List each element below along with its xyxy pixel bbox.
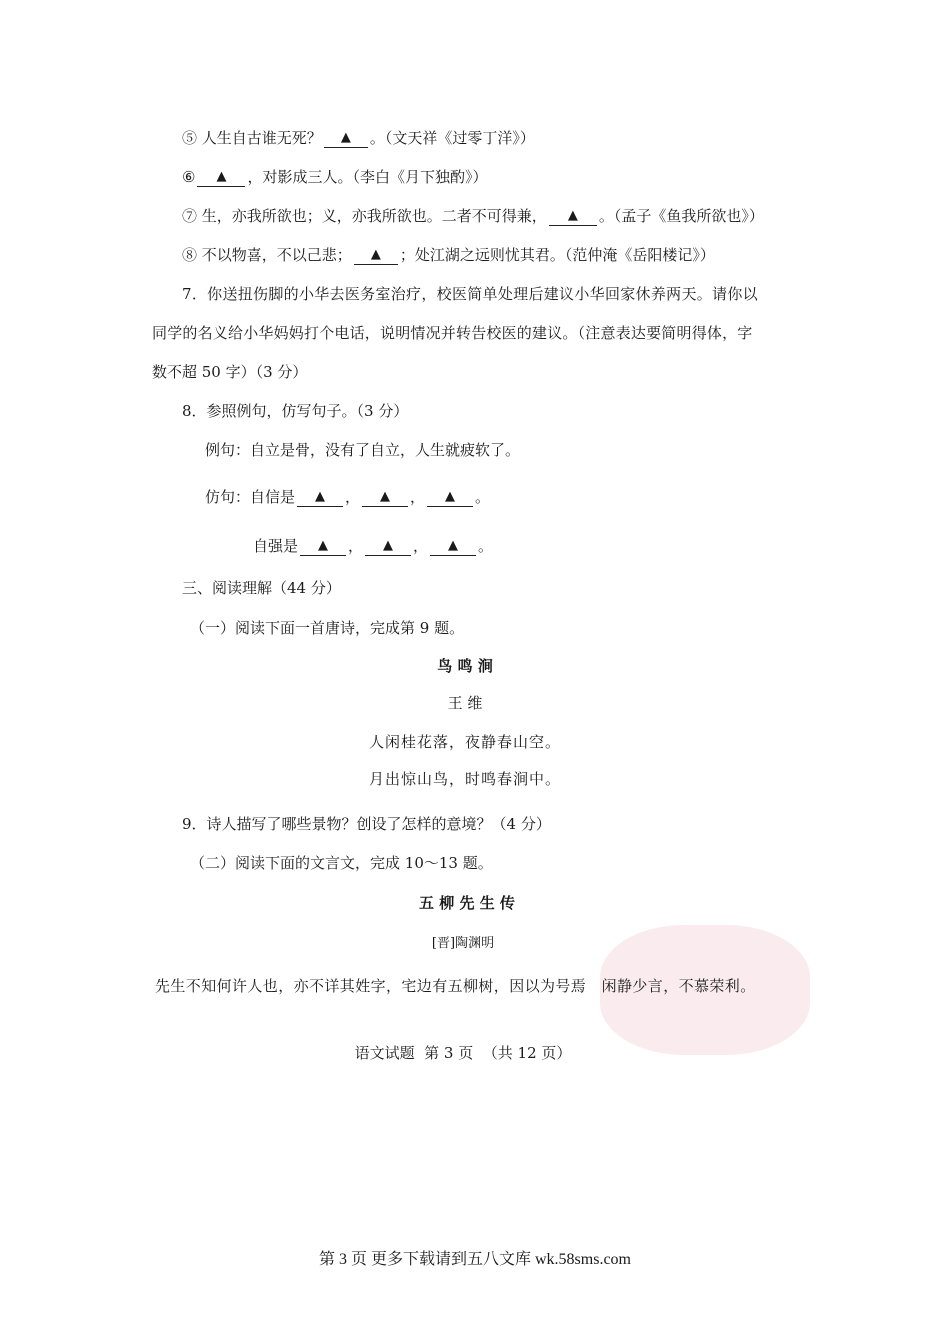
q6-item-8: ⑧ 不以物喜，不以己悲； ▲ ；处江湖之远则忧其君。（范仲淹《岳阳楼记》） — [182, 246, 715, 264]
prose-title: 五 柳 先 生 传 — [419, 894, 515, 912]
q7-line-2: 同学的名义给小华妈妈打个电话，说明情况并转告校医的建议。（注意表达要简明得体，字 — [152, 324, 753, 342]
answer-blank[interactable]: ▲ — [197, 168, 245, 187]
answer-blank[interactable]: ▲ — [430, 537, 476, 556]
part-1-instruction: （一）阅读下面一首唐诗，完成第 9 题。 — [190, 619, 465, 637]
q7-line-3: 数不超 50 字）（3 分） — [152, 363, 308, 381]
answer-blank[interactable]: ▲ — [365, 537, 411, 556]
q6-item-5: ⑤ 人生自古谁无死？ ▲ 。（文天祥《过零丁洋》） — [182, 129, 535, 147]
q6-item-6: ⑥ ▲ ，对影成三人。（李白《月下独酌》） — [182, 168, 488, 186]
answer-blank[interactable]: ▲ — [300, 537, 346, 556]
poem-line-2: 月出惊山鸟，时鸣春涧中。 — [368, 770, 561, 788]
q8-imitate-line-2: 自强是 ▲ ， ▲ ， ▲ 。 — [253, 537, 494, 555]
q7-line-1: 7．你送扭伤脚的小华去医务室治疗，校医简单处理后建议小华回家休养两天。请你以 — [182, 285, 758, 303]
answer-blank[interactable]: ▲ — [427, 488, 473, 507]
answer-blank[interactable]: ▲ — [324, 129, 368, 148]
answer-blank[interactable]: ▲ — [362, 488, 408, 507]
prose-author: [晋]陶渊明 — [431, 936, 495, 951]
q8-title: 8．参照例句，仿写句子。（3 分） — [182, 402, 409, 420]
page-footer: 语文试题 第 3 页 （共 12 页） — [354, 1044, 572, 1062]
q8-imitate-line-1: 仿句：自信是 ▲ ， ▲ ， ▲ 。 — [205, 488, 491, 506]
part-2-instruction: （二）阅读下面的文言文，完成 10～13 题。 — [190, 854, 493, 872]
answer-blank[interactable]: ▲ — [297, 488, 343, 507]
answer-blank[interactable]: ▲ — [354, 246, 398, 265]
prose-line-1: 先生不知何许人也，亦不详其姓字，宅边有五柳树，因以为号焉 闲静少言，不慕荣利。 — [155, 977, 756, 995]
answer-blank[interactable]: ▲ — [549, 207, 597, 226]
q8-example: 例句：自立是骨，没有了自立，人生就疲软了。 — [205, 441, 521, 459]
poem-title: 鸟 鸣 涧 — [437, 657, 493, 675]
section-3-heading: 三、阅读理解（44 分） — [182, 579, 341, 597]
q9-text: 9．诗人描写了哪些景物？创设了怎样的意境？（4 分） — [182, 815, 551, 833]
poem-author: 王 维 — [447, 694, 483, 712]
site-footer: 第 3 页 更多下载请到五八文库 wk.58sms.com — [318, 1251, 631, 1268]
poem-line-1: 人闲桂花落，夜静春山空。 — [368, 733, 561, 751]
q6-item-7: ⑦ 生，亦我所欲也；义，亦我所欲也。二者不可得兼， ▲ 。（孟子《鱼我所欲也》） — [182, 207, 764, 225]
